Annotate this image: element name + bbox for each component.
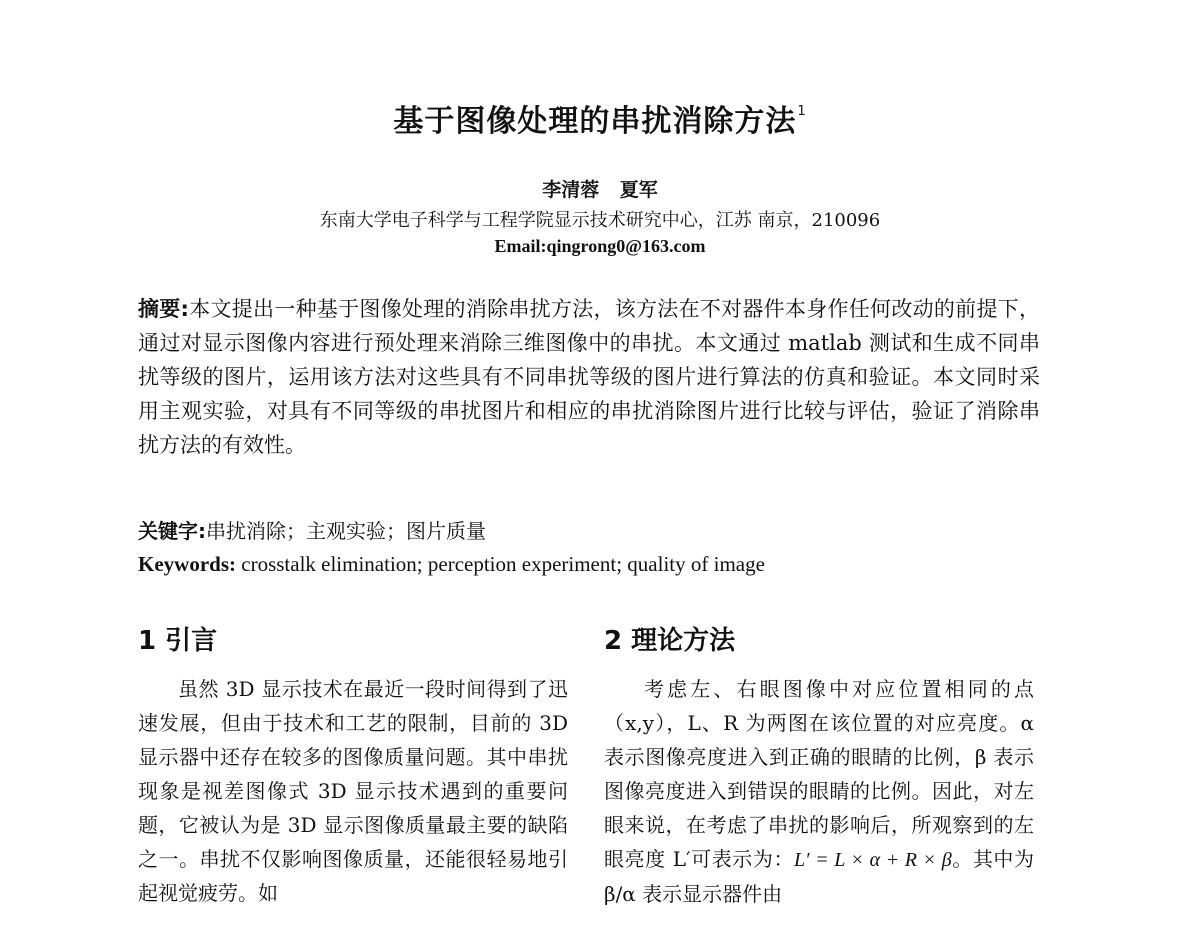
title-footnote-marker: 1	[797, 104, 807, 119]
crosstalk-formula: L′ = L × α + R × β	[794, 849, 952, 871]
section-2-heading: 2 理论方法	[604, 626, 736, 656]
affiliation: 东南大学电子科学与工程学院显示技术研究中心，江苏 南京，210096	[319, 210, 881, 231]
section-1-paragraph: 虽然 3D 显示技术在最近一段时间得到了迅速发展，但由于技术和工艺的限制，目前的 3D 显示器中还存在较多的图像质量问题。其中串扰现象是视差图像式 3D 显示技术遇到的重要问题，它被认为是 3D 显示图像质量最主要的缺陷之一。串扰不仅影响图像质量，还能很轻易地引起视觉疲劳。如	[138, 677, 568, 905]
keywords-cn-label: 关键字:	[138, 519, 206, 543]
author-email: Email:qingrong0@163.com	[494, 236, 706, 256]
abstract	[138, 292, 1040, 462]
section-2-text-part2: 。其中为 β/α 表示显示器件由	[604, 847, 1034, 906]
abstract-text: 本文提出一种基于图像处理的消除串扰方法，该方法在不对器件本身作任何改动的前提下，通过对显示图像内容进行预处理来消除三维图像中的串扰。本文通过 matlab 测试和生成不同串扰等级的图片，运用该方法对这些具有不同串扰等级的图片进行算法的仿真和验证。本文同时采用主观实验，对具有不同等级的串扰图片和相应的串扰消除图片进行比较与评估，验证了消除串扰方法的有效性。	[138, 297, 1040, 457]
section-1-heading: 1 引言	[138, 626, 218, 656]
keywords-cn-text: 串扰消除；主观实验；图片质量	[206, 519, 486, 543]
abstract-label: 摘要:	[138, 297, 189, 321]
section-2-paragraph	[604, 672, 1034, 911]
author-names: 李清蓉 夏军	[542, 179, 658, 201]
keywords-english	[138, 550, 1040, 578]
keywords-en-text: crosstalk elimination; perception experiment; quality of image	[241, 552, 765, 576]
keywords-chinese	[138, 517, 1040, 545]
section-2-text-part1: 考虑左、右眼图像中对应位置相同的点（x,y），L、R 为两图在该位置的对应亮度。α 表示图像亮度进入到正确的眼睛的比例，β 表示图像亮度进入到错误的眼睛的比例。因此，对左眼来说，在考虑了串扰的影响后，所观察到的左眼亮度 L′可表示为：	[604, 677, 1034, 871]
section-1-body	[138, 672, 568, 952]
keywords-en-label: Keywords:	[138, 552, 236, 576]
paper-title: 基于图像处理的串扰消除方法$^1$	[393, 104, 807, 139]
section-2-body	[604, 672, 1034, 952]
